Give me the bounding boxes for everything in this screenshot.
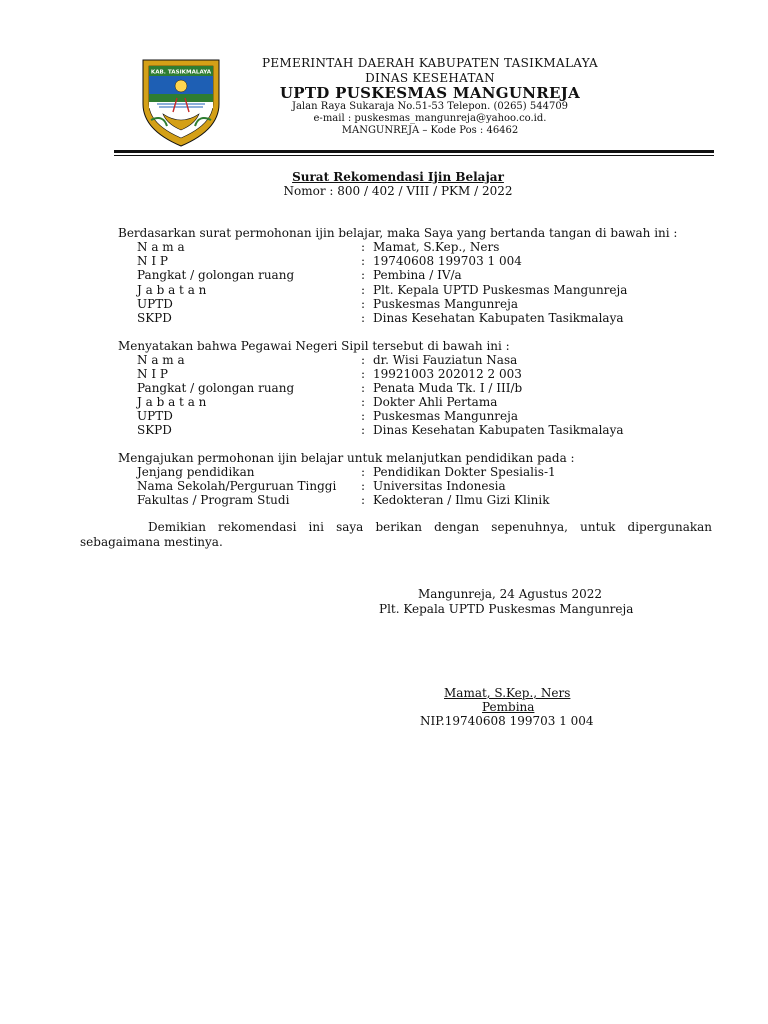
letterhead-institution: UPTD PUSKESMAS MANGUNREJA (279, 84, 581, 102)
signer-label: UPTD (137, 297, 173, 311)
education-value: Universitas Indonesia (373, 479, 506, 493)
colon: : (361, 409, 366, 423)
signature-place-date: Mangunreja, 24 Agustus 2022 (418, 587, 603, 601)
employee-label: SKPD (137, 423, 172, 437)
colon: : (361, 381, 366, 395)
closing-paragraph-line2: sebagaimana mestinya. (80, 535, 223, 549)
declare-text: Menyatakan bahwa Pegawai Negeri Sipil tersebut di bawah ini : (118, 339, 510, 353)
employee-label: Pangkat / golongan ruang (137, 381, 295, 395)
education-label: Fakultas / Program Studi (137, 493, 290, 507)
signer-value: Plt. Kepala UPTD Puskesmas Mangunreja (373, 283, 628, 297)
svg-text:KAB. TASIKMALAYA: KAB. TASIKMALAYA (150, 69, 212, 76)
signature-position: Plt. Kepala UPTD Puskesmas Mangunreja (379, 602, 634, 616)
colon: : (361, 268, 366, 282)
intro-text: Berdasarkan surat permohonan ijin belajar, maka Saya yang bertanda tangan di bawah ini : (118, 226, 678, 240)
signer-label: N a m a (137, 240, 185, 254)
letterhead-government: PEMERINTAH DAERAH KABUPATEN TASIKMALAYA (261, 56, 598, 70)
signer-value: Dinas Kesehatan Kabupaten Tasikmalaya (373, 311, 624, 325)
letterhead-email: e-mail : puskesmas_mangunreja@yahoo.co.id. (313, 113, 547, 124)
letterhead-divider-thin (114, 155, 714, 156)
signature-name: Mamat, S.Kep., Ners (444, 686, 571, 700)
employee-value: dr. Wisi Fauziatun Nasa (373, 353, 518, 367)
employee-value: 19921003 202012 2 003 (373, 367, 522, 381)
signer-value: 19740608 199703 1 004 (373, 254, 522, 268)
letterhead-address: Jalan Raya Sukaraja No.51-53 Telepon. (0265) 544709 (291, 101, 569, 112)
signature-rank: Pembina (482, 700, 535, 714)
apply-text: Mengajukan permohonan ijin belajar untuk melanjutkan pendidikan pada : (118, 451, 575, 465)
colon: : (361, 493, 366, 507)
colon: : (361, 395, 366, 409)
signature-nip: NIP.19740608 199703 1 004 (420, 714, 594, 728)
signer-label: J a b a t a n (137, 283, 207, 297)
signer-value: Puskesmas Mangunreja (373, 297, 519, 311)
colon: : (361, 311, 366, 325)
education-label: Nama Sekolah/Perguruan Tinggi (137, 479, 337, 493)
signer-value: Pembina / IV/a (373, 268, 462, 282)
employee-value: Puskesmas Mangunreja (373, 409, 519, 423)
colon: : (361, 367, 366, 381)
employee-value: Dinas Kesehatan Kabupaten Tasikmalaya (373, 423, 624, 437)
employee-value: Dokter Ahli Pertama (373, 395, 498, 409)
colon: : (361, 254, 366, 268)
colon: : (361, 283, 366, 297)
signer-value: Mamat, S.Kep., Ners (373, 240, 500, 254)
employee-value: Penata Muda Tk. I / III/b (373, 381, 523, 395)
employee-label: UPTD (137, 409, 173, 423)
colon: : (361, 479, 366, 493)
closing-paragraph-line1: Demikian rekomendasi ini saya berikan dengan sepenuhnya, untuk dipergunakan (148, 520, 712, 534)
signer-label: SKPD (137, 311, 172, 325)
letterhead-department: DINAS KESEHATAN (365, 71, 495, 85)
letter-number: Nomor : 800 / 402 / VIII / PKM / 2022 (283, 184, 513, 198)
employee-label: J a b a t a n (137, 395, 207, 409)
letterhead-divider-thick (114, 150, 714, 153)
education-value: Kedokteran / Ilmu Gizi Klinik (373, 493, 550, 507)
colon: : (361, 240, 366, 254)
employee-label: N a m a (137, 353, 185, 367)
colon: : (361, 353, 366, 367)
education-value: Pendidikan Dokter Spesialis-1 (373, 465, 556, 479)
colon: : (361, 423, 366, 437)
signer-label: N I P (137, 254, 168, 268)
signer-label: Pangkat / golongan ruang (137, 268, 295, 282)
education-label: Jenjang pendidikan (137, 465, 255, 479)
letter-title: Surat Rekomendasi Ijin Belajar (292, 170, 504, 184)
colon: : (361, 297, 366, 311)
employee-label: N I P (137, 367, 168, 381)
letterhead-postal: MANGUNREJA – Kode Pos : 46462 (341, 125, 519, 136)
colon: : (361, 465, 366, 479)
